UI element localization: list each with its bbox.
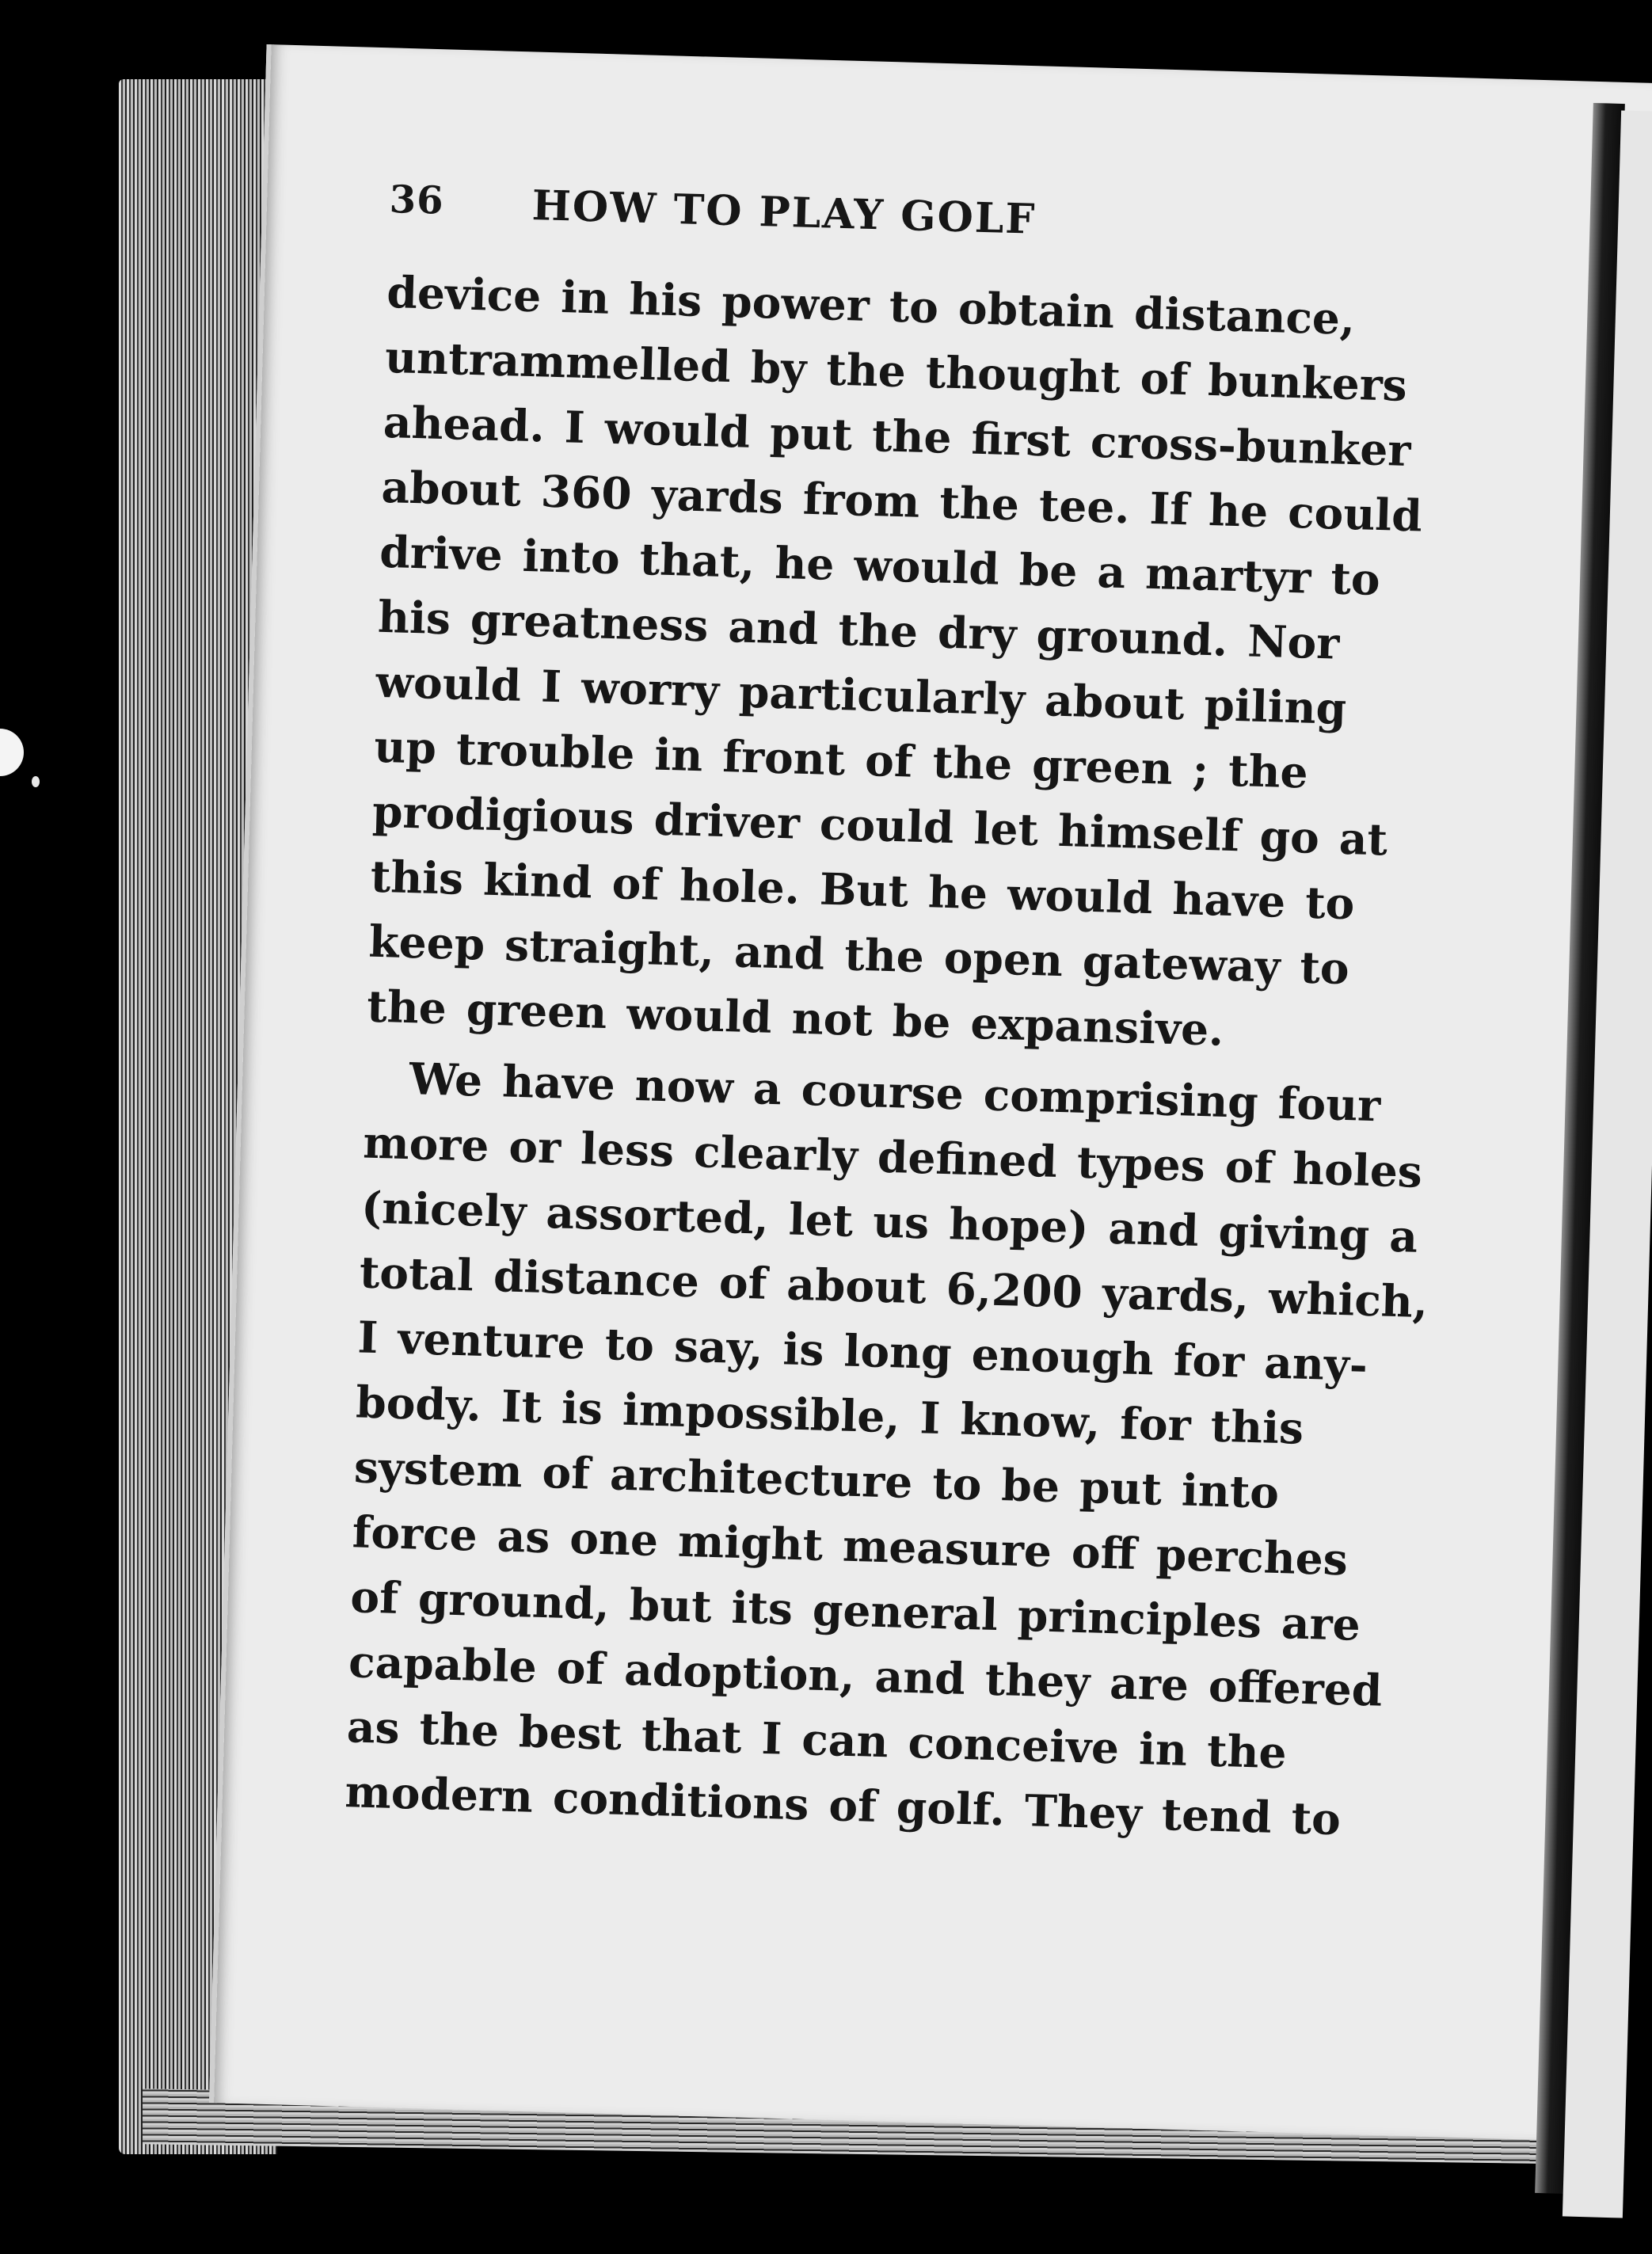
text-line: keep straight, and the open gateway to	[367, 915, 1350, 995]
text-line: prodigious driver could let himself go at	[371, 785, 1388, 866]
text-line: more or less clearly defined types of holes	[362, 1116, 1423, 1197]
running-head	[388, 177, 1253, 272]
text-line: force as one might measure off perches	[351, 1506, 1349, 1586]
text-line: We have now a course comprising four	[408, 1053, 1382, 1132]
text-line: the green would not be expansive.	[366, 980, 1225, 1056]
text-block	[344, 177, 1429, 1849]
page-number: 36	[389, 177, 445, 223]
text-line: this kind of hole. But he would have to	[370, 850, 1356, 930]
running-title: HOW TO PLAY GOLF	[531, 181, 1037, 244]
text-line: device in his power to obtain distance,	[386, 265, 1357, 345]
text-line: as the best that I can conceive in the	[346, 1700, 1288, 1779]
text-line: capable of adoption, and they are offered	[348, 1635, 1384, 1716]
text-line: of ground, but its general principles are	[349, 1571, 1361, 1651]
text-line: his greatness and the dry ground. Nor	[377, 590, 1341, 669]
text-line: modern conditions of golf. They tend to	[344, 1765, 1342, 1845]
text-line: would I worry particularly about piling	[375, 655, 1348, 734]
paragraph-1	[366, 260, 1423, 1063]
text-line: ahead. I would put the first cross-bunker	[383, 395, 1412, 477]
text-line: drive into that, he would be a martyr to	[379, 525, 1381, 606]
text-line: total distance of about 6,200 yards, which,	[359, 1246, 1429, 1328]
text-line: up trouble in front of the green ; the	[373, 720, 1309, 798]
text-line: system of architecture to be put into	[353, 1441, 1280, 1518]
text-line: I venture to say, is long enough for any-	[356, 1311, 1368, 1392]
text-line: (nicely assorted, let us hope) and giving a	[360, 1181, 1418, 1262]
paragraph-2	[344, 1045, 1429, 1849]
text-line: body. It is impossible, I know, for this	[355, 1376, 1304, 1454]
text-line: untrammelled by the thought of bunkers	[384, 330, 1408, 411]
text-line: about 360 yards from the tee. If he could	[380, 460, 1423, 542]
